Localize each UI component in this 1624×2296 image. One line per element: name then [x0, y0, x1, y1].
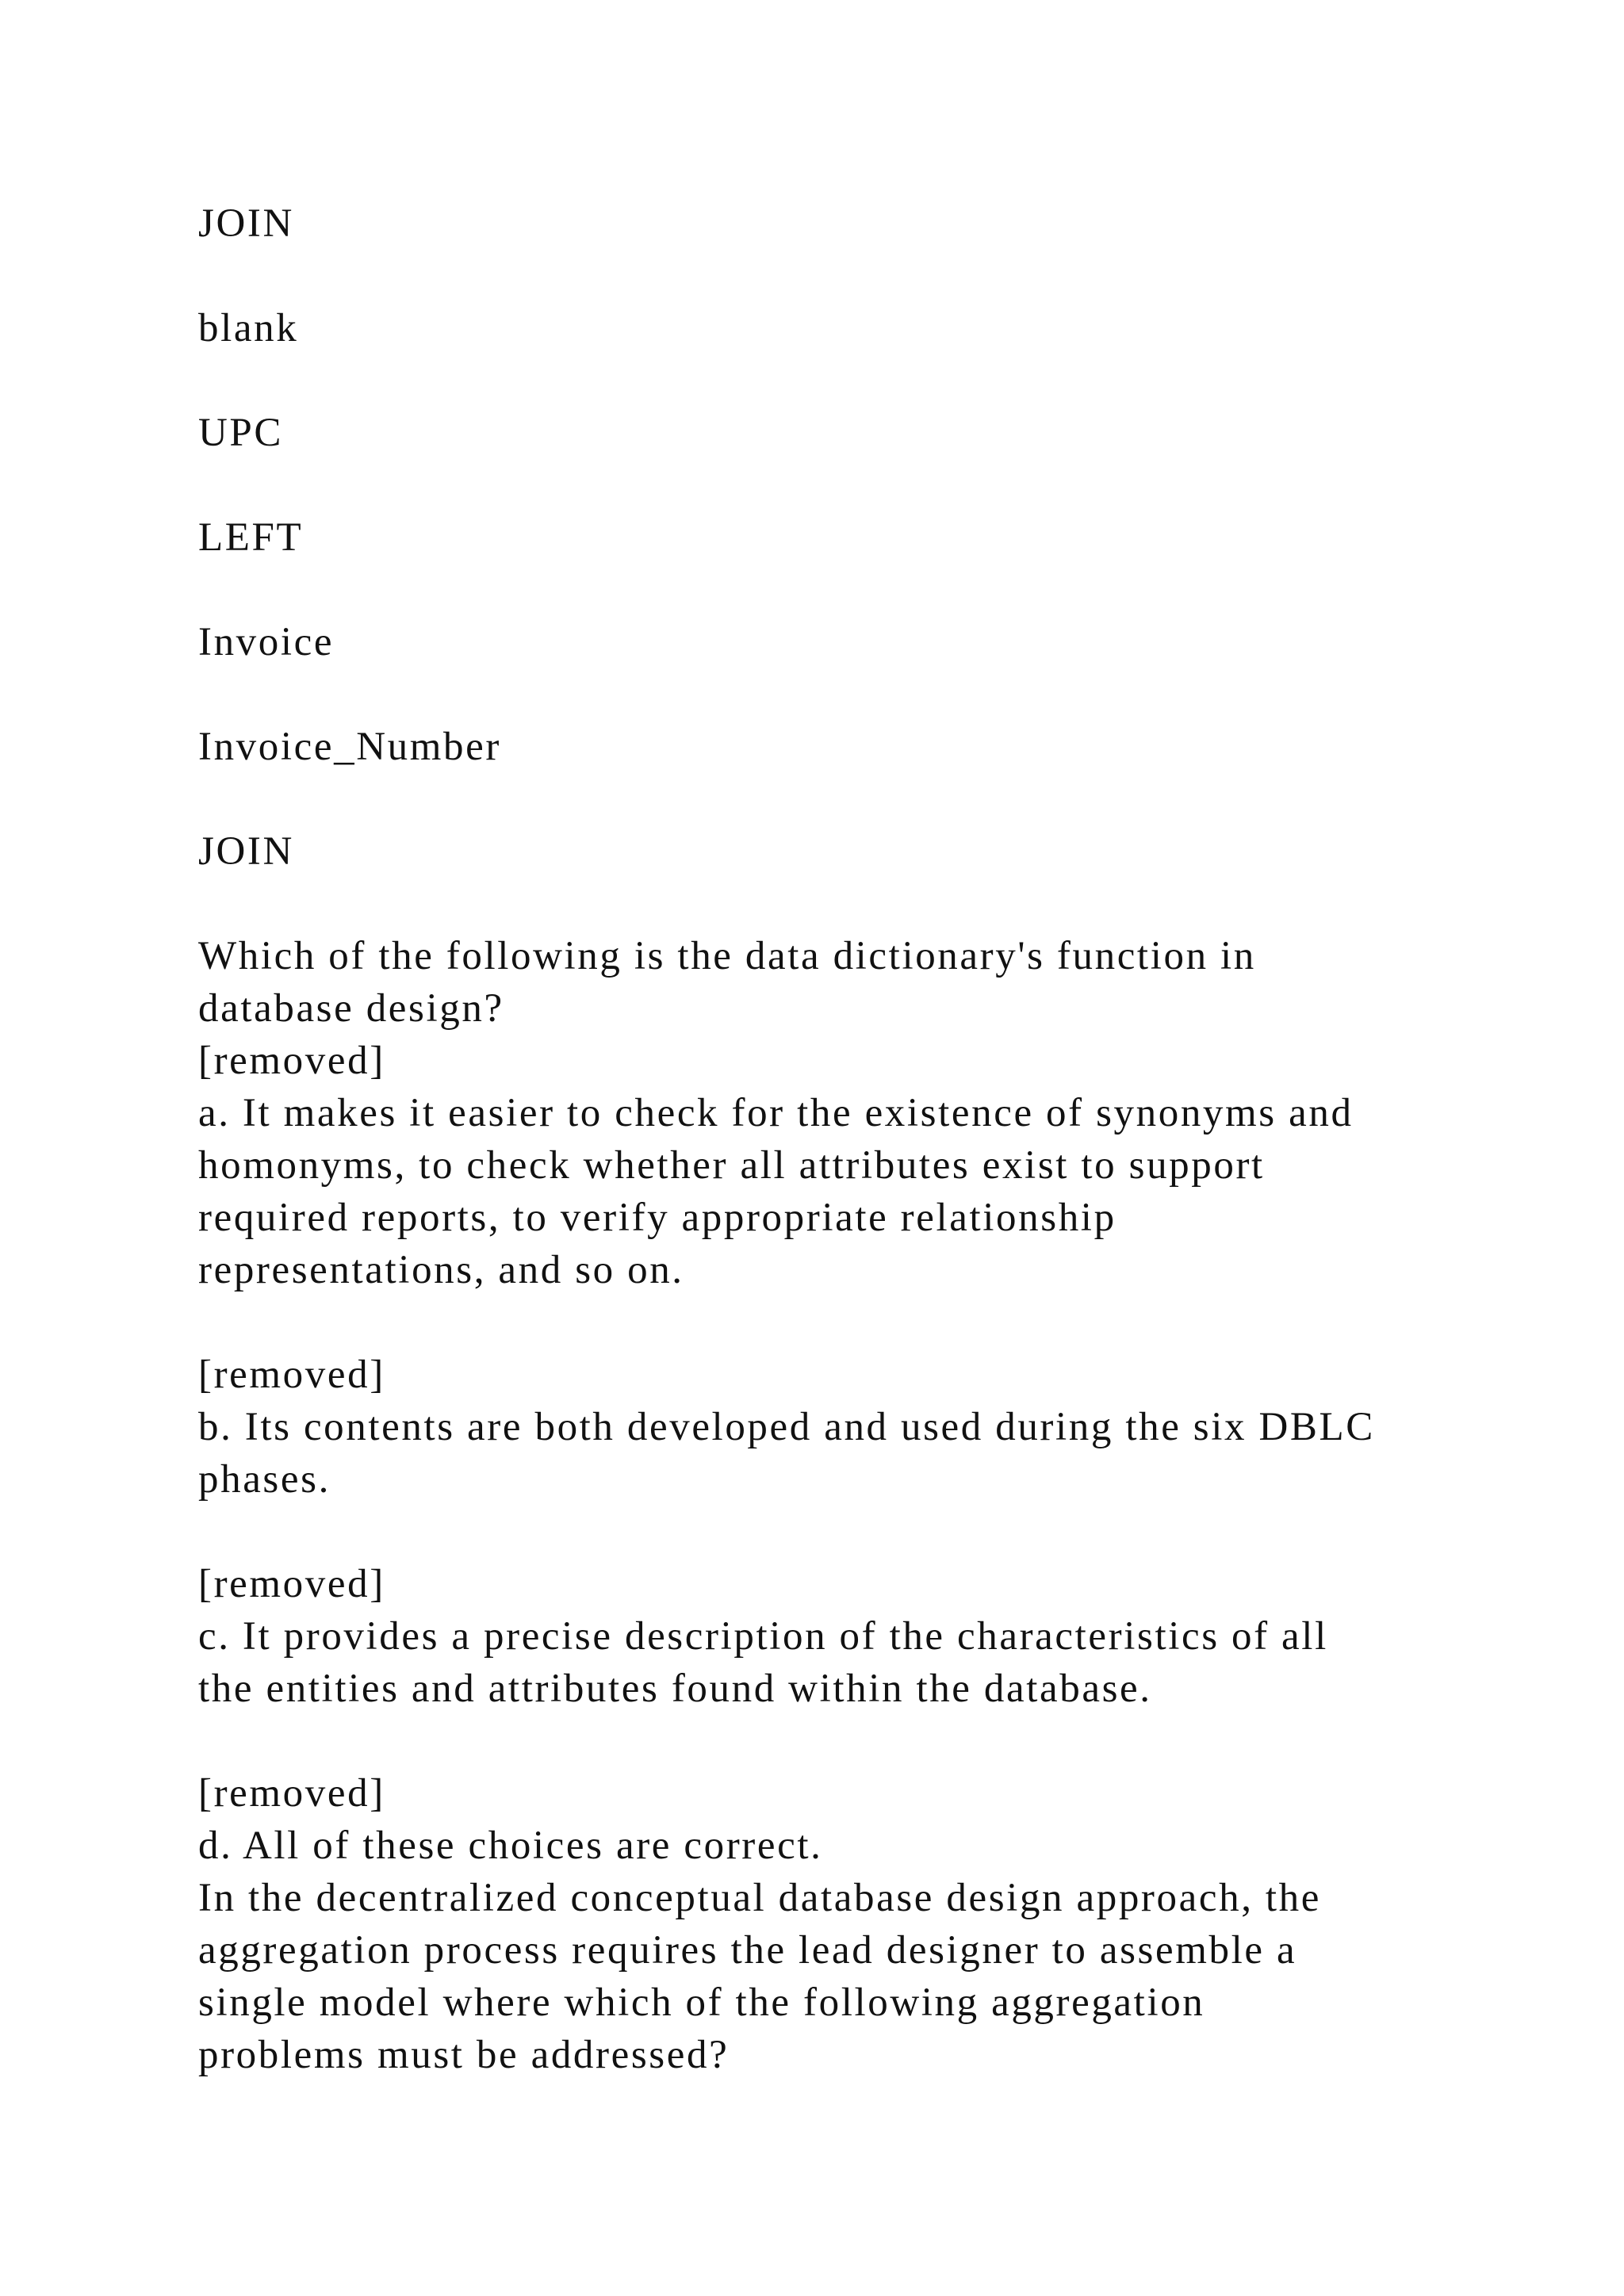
- text-invoice: Invoice: [198, 620, 335, 664]
- text-join-2: JOIN: [198, 829, 294, 874]
- removed-marker: [removed]: [198, 1562, 385, 1606]
- question-line: aggregation process requires the lead designer to assemble a: [198, 1928, 1297, 1973]
- question-line: Which of the following is the data dictionary's function in: [198, 934, 1256, 978]
- question-line: problems must be addressed?: [198, 2033, 730, 2077]
- option-line: a. It makes it easier to check for the existence of synonyms and: [198, 1091, 1354, 1135]
- text-join-1: JOIN: [198, 201, 294, 246]
- text-upc: UPC: [198, 411, 284, 455]
- question-line: single model where which of the following aggregation: [198, 1980, 1205, 2025]
- text-left: LEFT: [198, 515, 304, 560]
- option-line: homonyms, to check whether all attributes exist to support: [198, 1143, 1265, 1188]
- removed-marker: [removed]: [198, 1353, 385, 1397]
- question-line: In the decentralized conceptual database design approach, the: [198, 1876, 1321, 1920]
- removed-marker: [removed]: [198, 1039, 385, 1083]
- option-line: the entities and attributes found within the database.: [198, 1667, 1152, 1711]
- option-line: b. Its contents are both developed and used during the six DBLC: [198, 1405, 1375, 1449]
- option-line: phases.: [198, 1457, 331, 1502]
- option-line: c. It provides a precise description of the characteristics of all: [198, 1614, 1328, 1659]
- removed-marker: [removed]: [198, 1771, 385, 1816]
- question-line: database design?: [198, 986, 504, 1031]
- option-line: representations, and so on.: [198, 1248, 684, 1292]
- option-line: required reports, to verify appropriate relationship: [198, 1196, 1116, 1240]
- text-blank: blank: [198, 306, 299, 350]
- option-line: d. All of these choices are correct.: [198, 1823, 823, 1868]
- text-invoice-number: Invoice_Number: [198, 725, 501, 769]
